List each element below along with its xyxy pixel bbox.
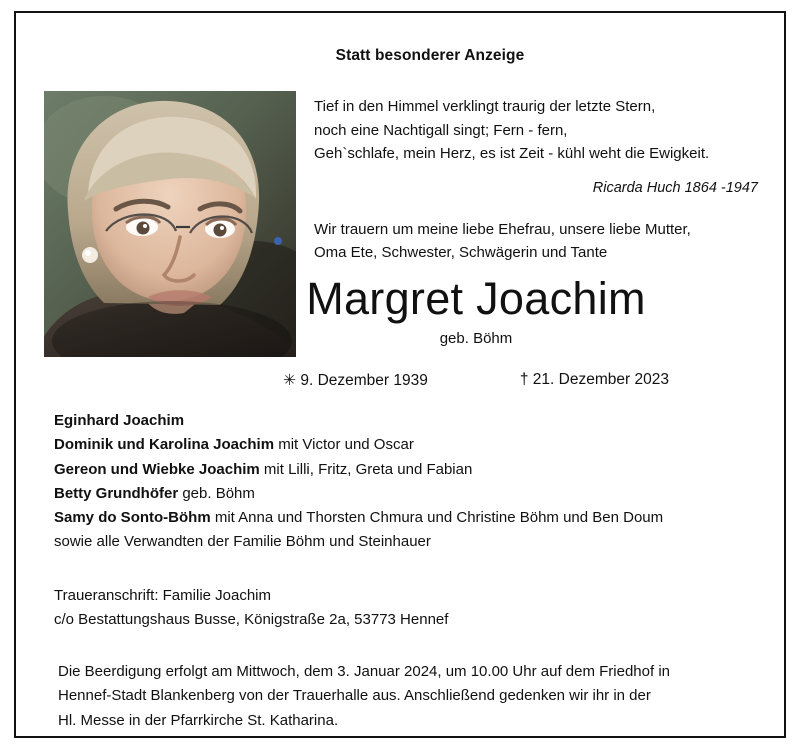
family-line — [54, 530, 754, 554]
poem-line-3: Geh`schlafe, mein Herz, es ist Zeit - kühl weht die Ewigkeit. — [314, 145, 710, 163]
family-line — [54, 409, 754, 433]
obituary-frame — [14, 11, 786, 738]
poem-block — [314, 95, 764, 265]
funeral-line-2: Hennef-Stadt Blankenberg von der Trauerhalle aus. Anschließend gedenken wir ihr in der — [58, 687, 651, 705]
family-name-rest: geb. Böhm — [178, 484, 255, 502]
family-name-rest: mit Victor und Oscar — [274, 436, 414, 454]
family-line — [54, 506, 754, 530]
family-name-bold: Dominik und Karolina Joachim — [54, 436, 275, 454]
address-line-1: Traueranschrift: Familie Joachim — [54, 587, 272, 604]
family-name-rest: mit Anna und Thorsten Chmura und Christine Böhm und Ben Doum — [210, 509, 664, 527]
funeral-details — [58, 660, 748, 733]
family-name-bold: Betty Grundhöfer — [54, 484, 179, 502]
poem-line-2: noch eine Nachtigall singt; Fern - fern, — [314, 121, 568, 139]
family-name-bold: Eginhard Joachim — [54, 412, 185, 429]
funeral-line-3: Hl. Messe in der Pfarrkirche St. Katharina. — [58, 711, 339, 729]
family-name-bold: Gereon und Wiebke Joachim — [54, 460, 260, 478]
funeral-line-1: Die Beerdigung erfolgt am Mittwoch, dem 3. Januar 2024, um 10.00 Uhr auf dem Friedhof in — [58, 663, 670, 680]
family-name-rest: mit Lilli, Fritz, Greta und Fabian — [259, 460, 473, 478]
family-line — [54, 458, 754, 482]
life-dates — [42, 371, 760, 390]
mourning-address — [54, 584, 754, 633]
family-list — [54, 409, 754, 555]
family-name-bold: Samy do Sonto-Böhm — [54, 509, 211, 527]
obituary-inner — [16, 13, 784, 736]
poem-text — [314, 95, 764, 166]
deceased-name-block — [42, 275, 760, 347]
family-name-rest: sowie alle Verwandten der Familie Böhm und Steinhauer — [54, 533, 431, 551]
family-line — [54, 482, 754, 506]
poem-line-1: Tief in den Himmel verklingt traurig der letzte Stern, — [314, 98, 656, 115]
deceased-name: Margret Joachim — [306, 273, 646, 324]
maiden-name: geb. Böhm — [439, 329, 513, 347]
family-line — [54, 433, 754, 457]
page-title: Statt besonderer Anzeige — [335, 47, 525, 64]
address-line-2: c/o Bestattungshaus Busse, Königstraße 2a, 53773 Hennef — [54, 611, 449, 629]
intro-line-2: Oma Ete, Schwester, Schwägerin und Tante — [314, 244, 608, 262]
birth-date: ✳ 9. Dezember 1939 — [283, 372, 428, 389]
death-date: † 21. Dezember 2023 — [519, 371, 669, 388]
intro-text — [314, 218, 764, 265]
intro-line-1: Wir trauern um meine liebe Ehefrau, unsere liebe Mutter, — [314, 221, 691, 239]
poem-attribution: Ricarda Huch 1864 -1947 — [592, 180, 758, 197]
